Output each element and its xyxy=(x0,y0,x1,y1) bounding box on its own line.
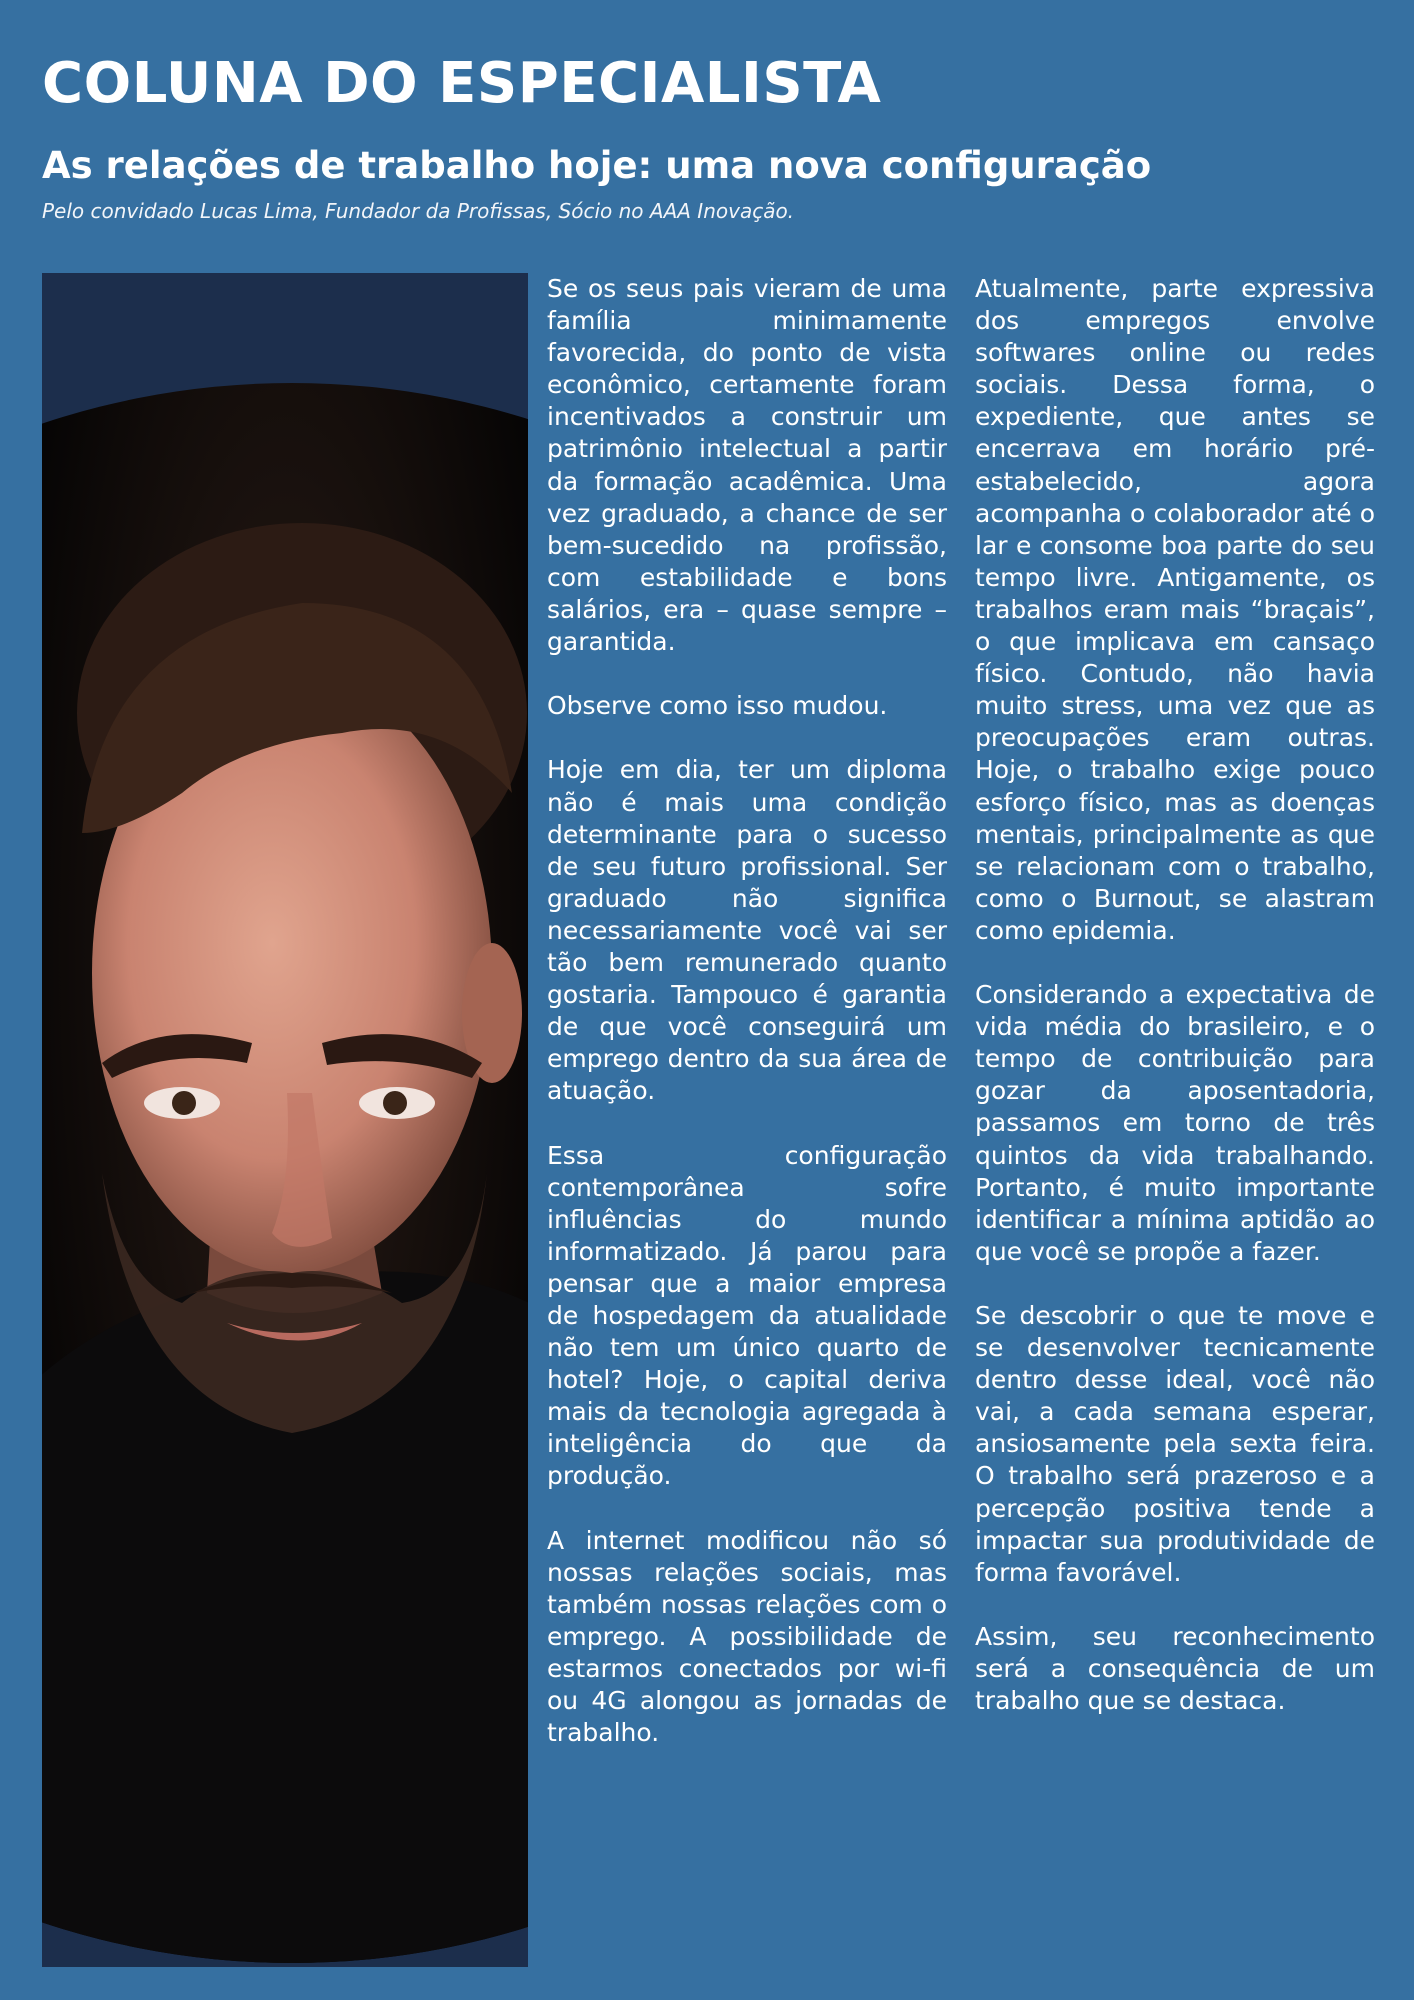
paragraph: Observe como isso mudou. xyxy=(547,691,888,721)
paragraph: Se os seus pais vieram de uma família minimamente favorecida, do ponto de vista econômico, certamente foram incentivados a construir um patrimônio intelectual a partir da formação acadêmica. Uma vez graduado, a chance de ser bem-sucedido na profissão, com estabilidade e bons salários, era – quase sempre – garantida. xyxy=(547,274,947,657)
author-photo xyxy=(42,273,528,1967)
paragraph: Assim, seu reconhecimento será a consequência de um trabalho que se destaca. xyxy=(975,1621,1375,1716)
article-column-left xyxy=(547,273,947,1781)
author-portrait-icon xyxy=(42,273,528,1967)
paragraph: A internet modificou não só nossas relações sociais, mas também nossas relações com o emprego. A possibilidade de estarmos conectados por wi-fi ou 4G alongou as jornadas de trabalho. xyxy=(547,1525,947,1748)
section-title: COLUNA DO ESPECIALISTA xyxy=(42,51,882,116)
paragraph: Atualmente, parte expressiva dos empregos envolve softwares online ou redes sociais. Dessa forma, o expediente, que antes se encerrava em horário pré-estabelecido, agora acompanha o colaborador até o lar e consome boa parte do seu tempo livre. Antigamente, os trabalhos eram mais “braçais”, o que implicava em cansaço físico. Contudo, não havia muito stress, uma vez que as preocupações eram outras. Hoje, o trabalho exige pouco esforço físico, mas as doenças mentais, principalmente as que se relacionam com o trabalho, como o Burnout, se alastram como epidemia. xyxy=(975,274,1375,945)
byline: Pelo convidado Lucas Lima, Fundador da Profissas, Sócio no AAA Inovação. xyxy=(42,199,795,223)
paragraph: Se descobrir o que te move e se desenvolver tecnicamente dentro desse ideal, você não vai, a cada semana esperar, ansiosamente pela sexta feira. O trabalho será prazeroso e a percepção positiva tende a impactar sua produtividade de forma favorável. xyxy=(975,1301,1375,1587)
paragraph: Essa configuração contemporânea sofre influências do mundo informatizado. Já parou para pensar que a maior empresa de hospedagem da atualidade não tem um único quarto de hotel? Hoje, o capital deriva mais da tecnologia agregada à inteligência do que da produção. xyxy=(547,1140,947,1491)
article-column-right xyxy=(975,273,1375,1749)
paragraph: Hoje em dia, ter um diploma não é mais uma condição determinante para o sucesso de seu futuro profissional. Ser graduado não significa necessariamente você vai ser tão bem remunerado quanto gostaria. Tampouco é garantia de que você conseguirá um emprego dentro da sua área de atuação. xyxy=(547,755,947,1106)
paragraph: Considerando a expectativa de vida média do brasileiro, e o tempo de contribuição para gozar da aposentadoria, passamos em torno de três quintos da vida trabalhando. Portanto, é muito importante identificar a mínima aptidão ao que você se propõe a fazer. xyxy=(975,980,1375,1266)
article-title: As relações de trabalho hoje: uma nova configuração xyxy=(42,144,1152,187)
